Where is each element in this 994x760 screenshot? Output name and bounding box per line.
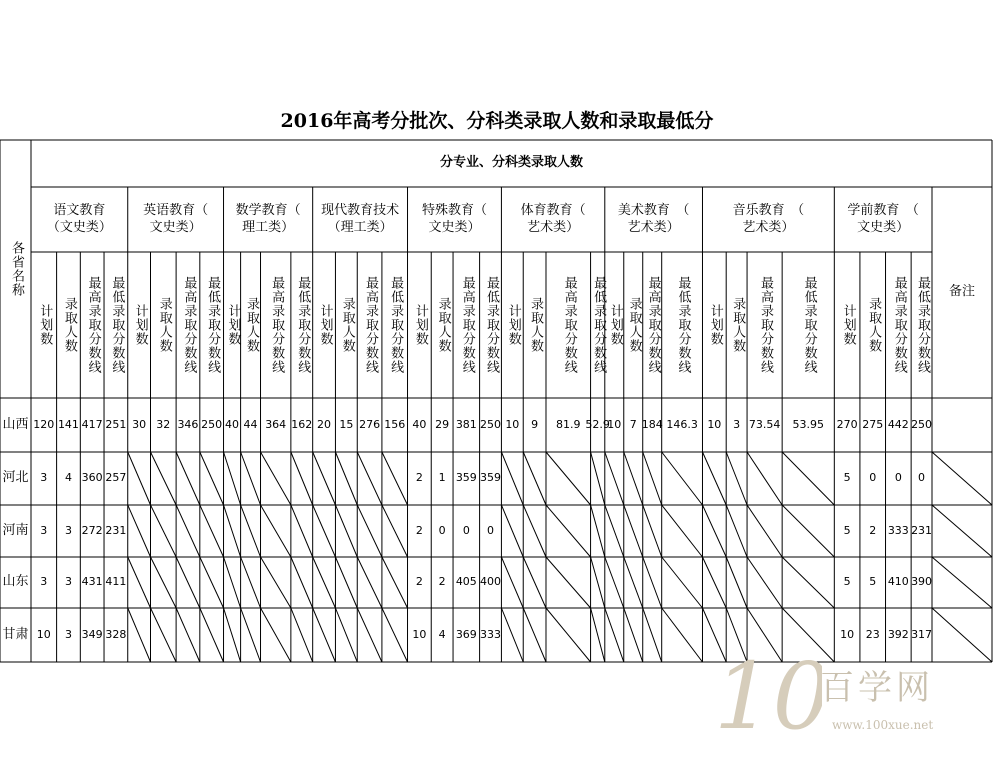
data-cell: 272 [81,523,103,537]
data-cell [176,452,200,505]
data-cell [176,557,200,608]
data-cell: 10 [707,417,722,431]
sub-header-max: 最高录取分数线 [645,276,661,374]
data-cell: 333 [887,523,909,537]
data-cell: 3 [64,627,72,641]
data-cell [151,608,177,662]
data-cell: 2 [438,575,446,589]
watermark-site: 百学网 [820,668,934,708]
data-cell [523,505,546,557]
data-cell [726,505,747,557]
data-cell [546,608,591,662]
page-title: 2016年高考分批次、分科类录取人数和录取最低分 [280,110,714,132]
svg-text:100: 1 [714,643,773,750]
data-cell: 3 [64,575,72,589]
data-cell: 120 [33,417,55,431]
data-cell [501,608,523,662]
sub-header-max: 最高录取分数线 [269,276,285,374]
major-header [224,187,313,252]
data-cell [624,608,643,662]
data-cell [313,557,336,608]
data-cell: 270 [836,417,858,431]
sub-header-plan: 计划数 [707,304,723,346]
major-name: 现代教育技术 [321,202,400,218]
data-cell [523,608,546,662]
data-cell: 10 [412,627,427,641]
data-cell [200,505,224,557]
data-cell [643,505,662,557]
data-cell: 184 [641,417,663,431]
sub-header-plan: 计划数 [840,304,856,346]
data-cell: 52.9 [585,417,610,431]
sub-header-max: 最高录取分数线 [561,276,577,374]
data-cell: 381 [455,417,477,431]
data-cell [702,505,726,557]
sub-header-admit: 录取人数 [626,297,642,353]
data-cell [726,557,747,608]
major-header [501,187,604,252]
data-cell [291,608,313,662]
data-cell [241,608,261,662]
data-cell [241,452,261,505]
major-header [313,187,408,252]
data-cell [151,505,177,557]
province-name: 山东 [2,574,29,590]
major-header [702,187,834,252]
data-cell: 2 [869,523,877,537]
data-cell: 360 [81,471,103,485]
data-cell [591,608,605,662]
sub-header-plan: 计划数 [505,304,521,346]
data-cell [128,505,151,557]
data-cell [224,557,241,608]
major-header [128,187,224,252]
data-cell: 5 [843,575,851,589]
data-cell: 359 [455,471,477,485]
data-cell [382,557,408,608]
major-name: 学前教育 （ [847,202,919,218]
data-cell [291,557,313,608]
data-cell [662,557,703,608]
data-cell: 1 [438,471,446,485]
data-cell [605,557,624,608]
data-cell: 2 [415,523,423,537]
sub-header-max: 最高录取分数线 [758,276,774,374]
data-cell [335,557,357,608]
data-cell: 40 [225,417,240,431]
sub-header-min: 最低录取分数线 [801,276,817,374]
data-cell [382,608,408,662]
sub-header-admit: 录取人数 [156,297,172,353]
data-cell: 250 [911,417,933,431]
data-cell [335,608,357,662]
data-cell: 15 [339,417,354,431]
data-cell: 44 [243,417,258,431]
data-cell [523,452,546,505]
data-cell: 146.3 [666,417,698,431]
data-cell [291,505,313,557]
major-category: 理工类） [242,219,295,235]
data-cell [151,557,177,608]
major-category: 艺术类） [742,219,795,235]
major-name: 英语教育（ [143,202,209,218]
data-cell: 10 [36,627,51,641]
data-cell: 317 [911,627,933,641]
data-cell [151,452,177,505]
data-cell [702,452,726,505]
major-name: 美术教育 （ [617,202,690,218]
data-cell [501,452,523,505]
data-cell: 333 [480,627,501,641]
data-cell: 81.9 [556,417,581,431]
data-cell: 4 [438,627,446,641]
data-cell: 3 [40,471,48,485]
sub-header-admit: 录取人数 [435,297,451,353]
data-cell: 346 [177,417,199,431]
data-cell [128,608,151,662]
data-cell [261,608,291,662]
data-cell: 2 [415,471,423,485]
data-cell: 442 [887,417,909,431]
data-cell: 5 [843,471,851,485]
province-name: 山西 [2,416,29,432]
data-cell: 0 [438,523,446,537]
sub-header-plan: 计划数 [607,304,623,346]
sub-header-min: 最低录取分数线 [675,276,691,374]
data-cell [591,505,605,557]
data-cell [224,452,241,505]
sub-header-plan: 计划数 [132,304,148,346]
data-cell: 73.54 [748,417,781,431]
data-cell [591,557,605,608]
data-cell: 231 [105,523,127,537]
sub-header-admit: 录取人数 [528,297,544,353]
sub-header-plan: 计划数 [37,304,53,346]
data-cell: 23 [865,627,880,641]
data-cell [605,452,624,505]
sub-header-min: 最低录取分数线 [205,276,221,374]
data-cell: 431 [81,575,103,589]
data-cell: 10 [505,417,520,431]
data-cell [782,452,834,505]
sub-header-max: 最高录取分数线 [85,276,101,374]
data-cell [605,505,624,557]
data-cell [624,505,643,557]
watermark-url: www.100xue.net [832,718,934,732]
sub-header-min: 最低录取分数线 [915,276,930,374]
data-cell: 5 [869,575,877,589]
data-cell [261,505,291,557]
data-cell [382,452,408,505]
sub-header-min: 最低录取分数线 [388,276,404,374]
watermark-logo [712,640,982,750]
data-cell: 364 [265,417,287,431]
major-category: 文史类） [149,219,202,235]
data-cell [782,505,834,557]
data-cell: 0 [487,523,494,537]
data-cell [782,557,834,608]
data-cell [357,557,382,608]
data-cell [357,608,382,662]
data-cell [643,608,662,662]
data-cell [313,608,336,662]
data-cell [224,608,241,662]
data-cell [176,608,200,662]
data-cell [747,505,782,557]
sub-header-admit: 录取人数 [866,297,882,353]
data-cell [241,557,261,608]
data-cell [662,505,703,557]
data-cell: 251 [105,417,127,431]
data-cell: 3 [40,523,48,537]
data-cell: 276 [359,417,381,431]
data-cell: 410 [887,575,909,589]
corner-label: 各省名称 [8,241,24,297]
major-category: （文史类） [46,219,112,235]
data-cell [546,557,591,608]
major-header [31,187,128,252]
data-cell [523,557,546,608]
data-cell [313,452,336,505]
data-cell [335,505,357,557]
data-cell [200,557,224,608]
data-cell [335,452,357,505]
data-cell [224,505,241,557]
data-cell: 0 [918,471,926,485]
sub-header-max: 最高录取分数线 [459,276,475,374]
sub-header-max: 最高录取分数线 [891,276,907,374]
data-cell: 328 [105,627,127,641]
data-cell [357,505,382,557]
data-cell [662,452,703,505]
sub-header-max: 最高录取分数线 [363,276,379,374]
data-cell: 390 [911,575,933,589]
major-category: 艺术类） [527,219,580,235]
data-cell [726,452,747,505]
data-cell: 10 [840,627,855,641]
data-cell: 0 [894,471,902,485]
sub-header-plan: 计划数 [412,304,428,346]
data-cell [128,557,151,608]
sub-header-admit: 录取人数 [61,297,77,353]
major-category: 艺术类） [627,219,680,235]
data-cell: 29 [435,417,450,431]
data-cell: 417 [81,417,103,431]
data-cell: 2 [415,575,423,589]
sub-header-max: 最高录取分数线 [181,276,197,374]
data-cell: 9 [531,417,539,431]
data-cell: 0 [462,523,470,537]
data-cell: 5 [843,523,851,537]
major-name: 体育教育（ [520,202,586,218]
major-name: 音乐教育 （ [732,202,805,218]
data-cell: 40 [412,417,427,431]
data-cell: 3 [64,523,72,537]
major-category: 文史类） [428,219,481,235]
data-cell: 369 [455,627,477,641]
data-cell: 392 [887,627,909,641]
logo-100-icon [712,640,822,750]
sub-header-plan: 计划数 [225,304,241,346]
major-header [605,187,703,252]
data-cell: 250 [480,417,501,431]
major-name: 语文教育 [53,202,106,218]
data-cell [501,505,523,557]
data-cell [643,452,662,505]
data-cell [176,505,200,557]
data-cell: 257 [105,471,127,485]
data-cell: 4 [64,471,72,485]
data-cell [624,557,643,608]
data-cell [605,608,624,662]
province-name: 甘肃 [2,626,29,642]
sub-header-admit: 录取人数 [339,297,355,353]
data-cell: 7 [629,417,637,431]
data-cell: 156 [384,417,406,431]
data-cell [546,505,591,557]
data-cell: 3 [733,417,741,431]
data-cell: 250 [201,417,223,431]
data-cell: 162 [291,417,313,431]
major-name: 特殊教育（ [421,202,487,218]
data-cell: 349 [81,627,103,641]
data-cell: 231 [911,523,933,537]
sub-header-admit: 录取人数 [730,297,746,353]
data-cell [747,452,782,505]
data-cell [357,452,382,505]
data-cell: 53.95 [792,417,824,431]
data-cell [241,505,261,557]
data-cell [128,452,151,505]
data-cell: 32 [156,417,171,431]
data-cell: 411 [105,575,127,589]
major-header [834,187,932,252]
province-name: 河北 [2,470,29,486]
sub-header-admit: 录取人数 [244,297,259,353]
data-cell: 359 [480,471,501,485]
data-cell [313,505,336,557]
data-cell: 275 [862,417,884,431]
data-cell [200,452,224,505]
sub-header-plan: 计划数 [317,304,333,346]
data-cell [591,452,605,505]
sub-header-min: 最低录取分数线 [295,276,311,374]
data-cell: 400 [480,575,501,589]
major-category: （理工类） [327,219,393,235]
data-cell [662,608,703,662]
group-header: 分专业、分科类录取人数 [439,155,583,171]
data-cell: 30 [132,417,147,431]
data-cell: 20 [317,417,332,431]
major-category: 文史类） [857,219,910,235]
data-cell [624,452,643,505]
data-cell: 3 [40,575,48,589]
data-cell [643,557,662,608]
sub-header-min: 最低录取分数线 [591,276,607,374]
data-cell: 10 [607,417,622,431]
data-cell: 405 [455,575,477,589]
sub-header-min: 最低录取分数线 [109,276,125,374]
data-cell [382,505,408,557]
data-cell [501,557,523,608]
data-cell [546,452,591,505]
data-cell [291,452,313,505]
remarks-header: 备注 [948,284,975,300]
data-cell [261,452,291,505]
data-cell [200,608,224,662]
major-name: 数学教育（ [235,202,301,218]
data-cell [747,557,782,608]
data-cell [261,557,291,608]
data-cell: 141 [57,417,79,431]
sub-header-min: 最低录取分数线 [483,276,499,374]
data-cell: 0 [869,471,877,485]
major-header [408,187,502,252]
province-name: 河南 [2,522,29,538]
data-cell [702,557,726,608]
